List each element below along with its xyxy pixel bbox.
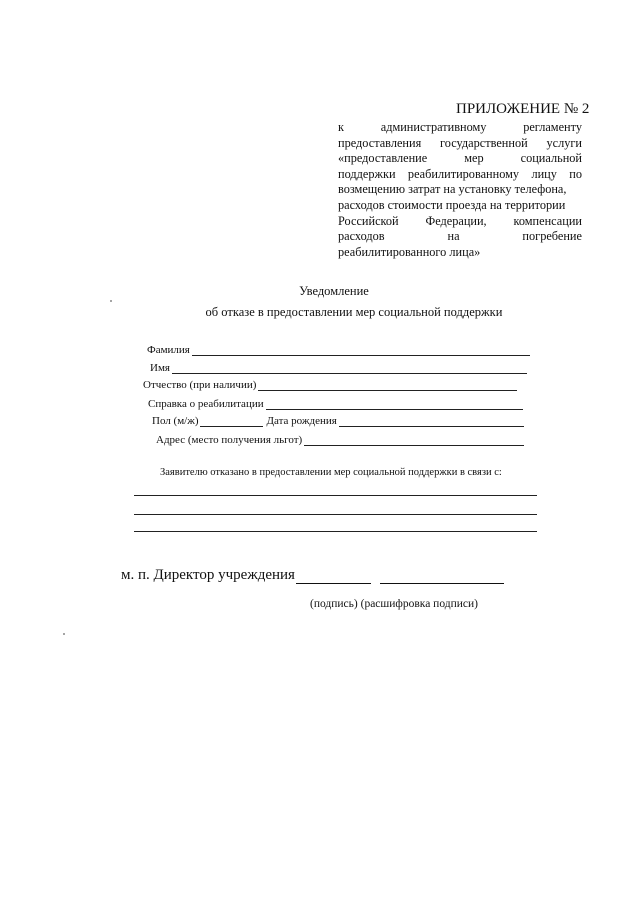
patronymic-line[interactable] [258, 379, 517, 391]
appendix-basis-word: предоставления [338, 135, 422, 150]
appendix-basis-word: по [569, 166, 582, 181]
document-title: Уведомление [299, 284, 369, 298]
address-line[interactable] [304, 434, 524, 446]
rehab-certificate-line[interactable] [266, 398, 523, 410]
address-label: Адрес (место получения льгот) [156, 434, 303, 446]
address-field [156, 432, 524, 446]
appendix-basis-line [338, 198, 582, 214]
appendix-basis-word: реабилитированного лица» [338, 244, 481, 259]
appendix-basis-word: Российской [338, 213, 399, 228]
appendix-basis-word: погребение [522, 229, 582, 244]
appendix-basis-word: «предоставление [338, 151, 428, 166]
appendix-basis-line [338, 151, 582, 167]
rehab-certificate-field [148, 396, 523, 410]
appendix-basis-word: лицу [531, 166, 557, 181]
appendix-basis-word: государственной [440, 135, 528, 150]
appendix-basis-line [338, 167, 582, 183]
appendix-basis-word: социальной [520, 151, 582, 166]
appendix-basis-word: компенсации [513, 213, 582, 228]
sex-line[interactable] [200, 415, 263, 427]
appendix-basis-word: мер [464, 151, 484, 166]
appendix-basis-line [338, 120, 582, 136]
sex-birthdate-field [152, 413, 524, 427]
surname-line[interactable] [192, 344, 530, 356]
scan-speck [63, 633, 65, 635]
appendix-basis-line [338, 229, 582, 245]
patronymic-label: Отчество (при наличии) [143, 379, 257, 391]
appendix-basis-text [338, 120, 582, 260]
surname-field [147, 342, 530, 356]
refusal-reason-line[interactable] [134, 531, 537, 532]
refusal-reason-line[interactable] [134, 514, 537, 515]
surname-label: Фамилия [147, 344, 190, 356]
patronymic-field [143, 377, 517, 391]
appendix-basis-word: реабилитированному [407, 166, 520, 181]
appendix-basis-line [338, 182, 582, 198]
sex-label: Пол (м/ж) [152, 415, 199, 427]
signature-line[interactable] [296, 569, 371, 584]
director-label: м. п. Директор учреждения [121, 567, 295, 583]
signature-decryption-line[interactable] [380, 569, 504, 584]
name-line[interactable] [172, 362, 527, 374]
birth-date-line[interactable] [339, 415, 524, 427]
appendix-basis-word: расходов [338, 229, 385, 244]
name-label: Имя [150, 362, 170, 374]
birth-date-label: Дата рождения [266, 415, 337, 427]
appendix-basis-line [338, 214, 582, 230]
appendix-basis-word: услуги [546, 135, 582, 150]
appendix-basis-word: возмещению затрат на установку телефона, [338, 182, 567, 197]
document-subtitle: об отказе в предоставлении мер социальной поддержки [205, 305, 503, 319]
appendix-title: ПРИЛОЖЕНИЕ № 2 [456, 101, 590, 117]
appendix-basis-word: регламенту [523, 120, 582, 134]
name-field [150, 360, 527, 374]
director-signature-row [121, 566, 504, 584]
appendix-basis-line [338, 245, 582, 261]
appendix-basis-word: Федерации, [425, 213, 487, 228]
signature-caption: (подпись) (расшифровка подписи) [310, 598, 479, 610]
appendix-basis-word: расходов стоимости проезда на территории [338, 197, 566, 212]
refusal-reason-line[interactable] [134, 495, 537, 496]
scan-speck [110, 300, 112, 302]
appendix-basis-word: на [447, 229, 460, 244]
appendix-basis-word: к [338, 120, 344, 134]
refusal-text: Заявителю отказано в предоставлении мер социальной поддержки в связи с: [160, 467, 502, 478]
appendix-basis-word: административному [380, 120, 487, 134]
appendix-basis-word: поддержки [338, 166, 396, 181]
appendix-basis-line [338, 136, 582, 152]
rehab-certificate-label: Справка о реабилитации [148, 398, 264, 410]
